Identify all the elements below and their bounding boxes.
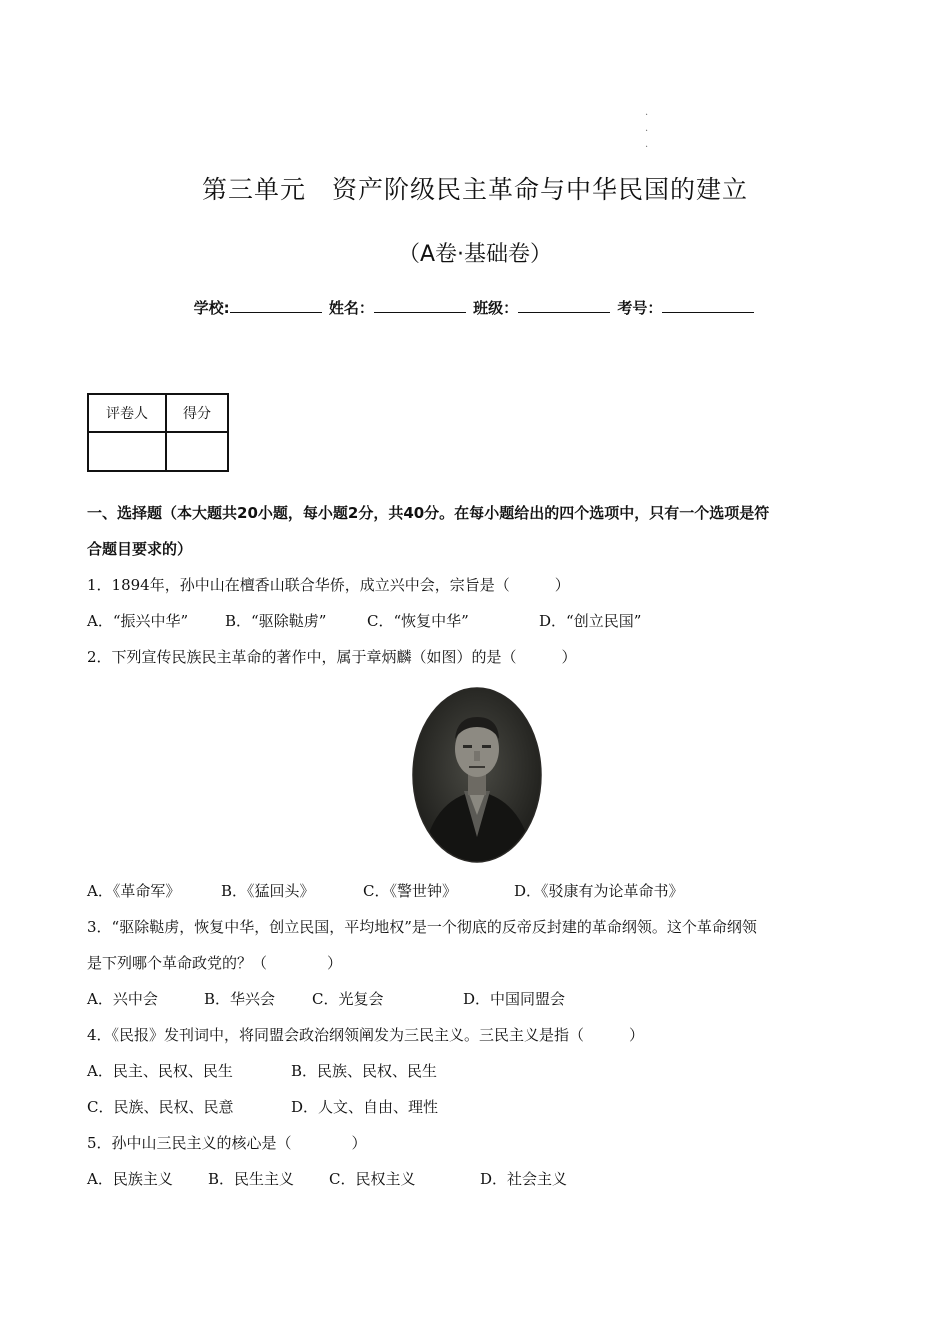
option-d[interactable]: D．人文、自由、理性 bbox=[291, 1098, 439, 1116]
option-c[interactable]: C．民权主义 bbox=[329, 1170, 416, 1188]
option-c[interactable]: C．“恢复中华” bbox=[367, 612, 469, 630]
question-content bbox=[87, 495, 862, 1197]
option-a[interactable]: A．兴中会 bbox=[87, 990, 158, 1008]
option-a[interactable]: A．民族主义 bbox=[87, 1170, 173, 1188]
question-5-options bbox=[87, 1161, 862, 1197]
score-table bbox=[87, 393, 229, 472]
section-heading-line-1: 一、选择题（本大题共20小题，每小题2分，共40分。在每小题给出的四个选项中，只有一个选项是符 bbox=[87, 504, 770, 522]
question-2-options bbox=[87, 873, 862, 909]
page-title: 第三单元 资产阶级民主革命与中华民国的建立 bbox=[201, 175, 748, 204]
student-info-line bbox=[0, 297, 950, 318]
question-3-options bbox=[87, 981, 862, 1017]
grader-cell[interactable] bbox=[88, 432, 166, 471]
option-b[interactable]: B．民族、民权、民生 bbox=[291, 1062, 438, 1080]
exam-number-field[interactable] bbox=[662, 298, 754, 313]
portrait-photo bbox=[412, 687, 542, 863]
option-b[interactable]: B．《猛回头》 bbox=[221, 882, 315, 900]
option-c[interactable]: C．《警世钟》 bbox=[363, 882, 457, 900]
grader-header: 评卷人 bbox=[88, 394, 166, 432]
portrait-figure bbox=[87, 687, 862, 873]
option-b[interactable]: B．华兴会 bbox=[204, 990, 276, 1008]
option-a[interactable]: A．民主、民权、民生 bbox=[87, 1062, 233, 1080]
score-header: 得分 bbox=[166, 394, 228, 432]
page-subtitle: （A卷·基础卷） bbox=[397, 242, 553, 267]
option-d[interactable]: D．“创立民国” bbox=[539, 612, 642, 630]
class-field[interactable] bbox=[518, 298, 610, 313]
question-1-stem: 1．1894年，孙中山在檀香山联合华侨，成立兴中会，宗旨是（ ） bbox=[87, 576, 570, 594]
question-2-stem: 2．下列宣传民族民主革命的著作中，属于章炳麟（如图）的是（ ） bbox=[87, 648, 577, 666]
option-b[interactable]: B．民生主义 bbox=[208, 1170, 295, 1188]
option-a[interactable]: A．“振兴中华” bbox=[87, 612, 189, 630]
margin-dots: · · · bbox=[645, 110, 649, 153]
option-b[interactable]: B．“驱除鞑虏” bbox=[225, 612, 327, 630]
school-field[interactable] bbox=[230, 298, 322, 313]
question-4-options-row-1 bbox=[87, 1053, 862, 1089]
question-3-stem-line-1: 3．“驱除鞑虏，恢复中华，创立民国，平均地权”是一个彻底的反帝反封建的革命纲领。这个革命纲领 bbox=[87, 918, 757, 936]
option-d[interactable]: D．《驳康有为论革命书》 bbox=[514, 882, 684, 900]
option-c[interactable]: C．光复会 bbox=[312, 990, 384, 1008]
exam-number-label: 考号： bbox=[617, 299, 663, 317]
question-1-options bbox=[87, 603, 862, 639]
option-d[interactable]: D．社会主义 bbox=[480, 1170, 568, 1188]
score-cell[interactable] bbox=[166, 432, 228, 471]
class-label: 班级： bbox=[473, 299, 519, 317]
question-4-stem: 4．《民报》发刊词中，将同盟会政治纲领阐发为三民主义。三民主义是指（ ） bbox=[87, 1026, 645, 1044]
name-field[interactable] bbox=[374, 298, 466, 313]
option-c[interactable]: C．民族、民权、民意 bbox=[87, 1098, 234, 1116]
question-4-options-row-2 bbox=[87, 1089, 862, 1125]
question-3-stem-line-2: 是下列哪个革命政党的？（ ） bbox=[87, 954, 343, 972]
name-label: 姓名： bbox=[328, 299, 374, 317]
school-label: 学校: bbox=[193, 299, 230, 317]
section-heading-line-2: 合题目要求的） bbox=[87, 540, 193, 558]
option-a[interactable]: A．《革命军》 bbox=[87, 882, 181, 900]
option-d[interactable]: D．中国同盟会 bbox=[463, 990, 566, 1008]
question-5-stem: 5．孙中山三民主义的核心是（ ） bbox=[87, 1134, 367, 1152]
